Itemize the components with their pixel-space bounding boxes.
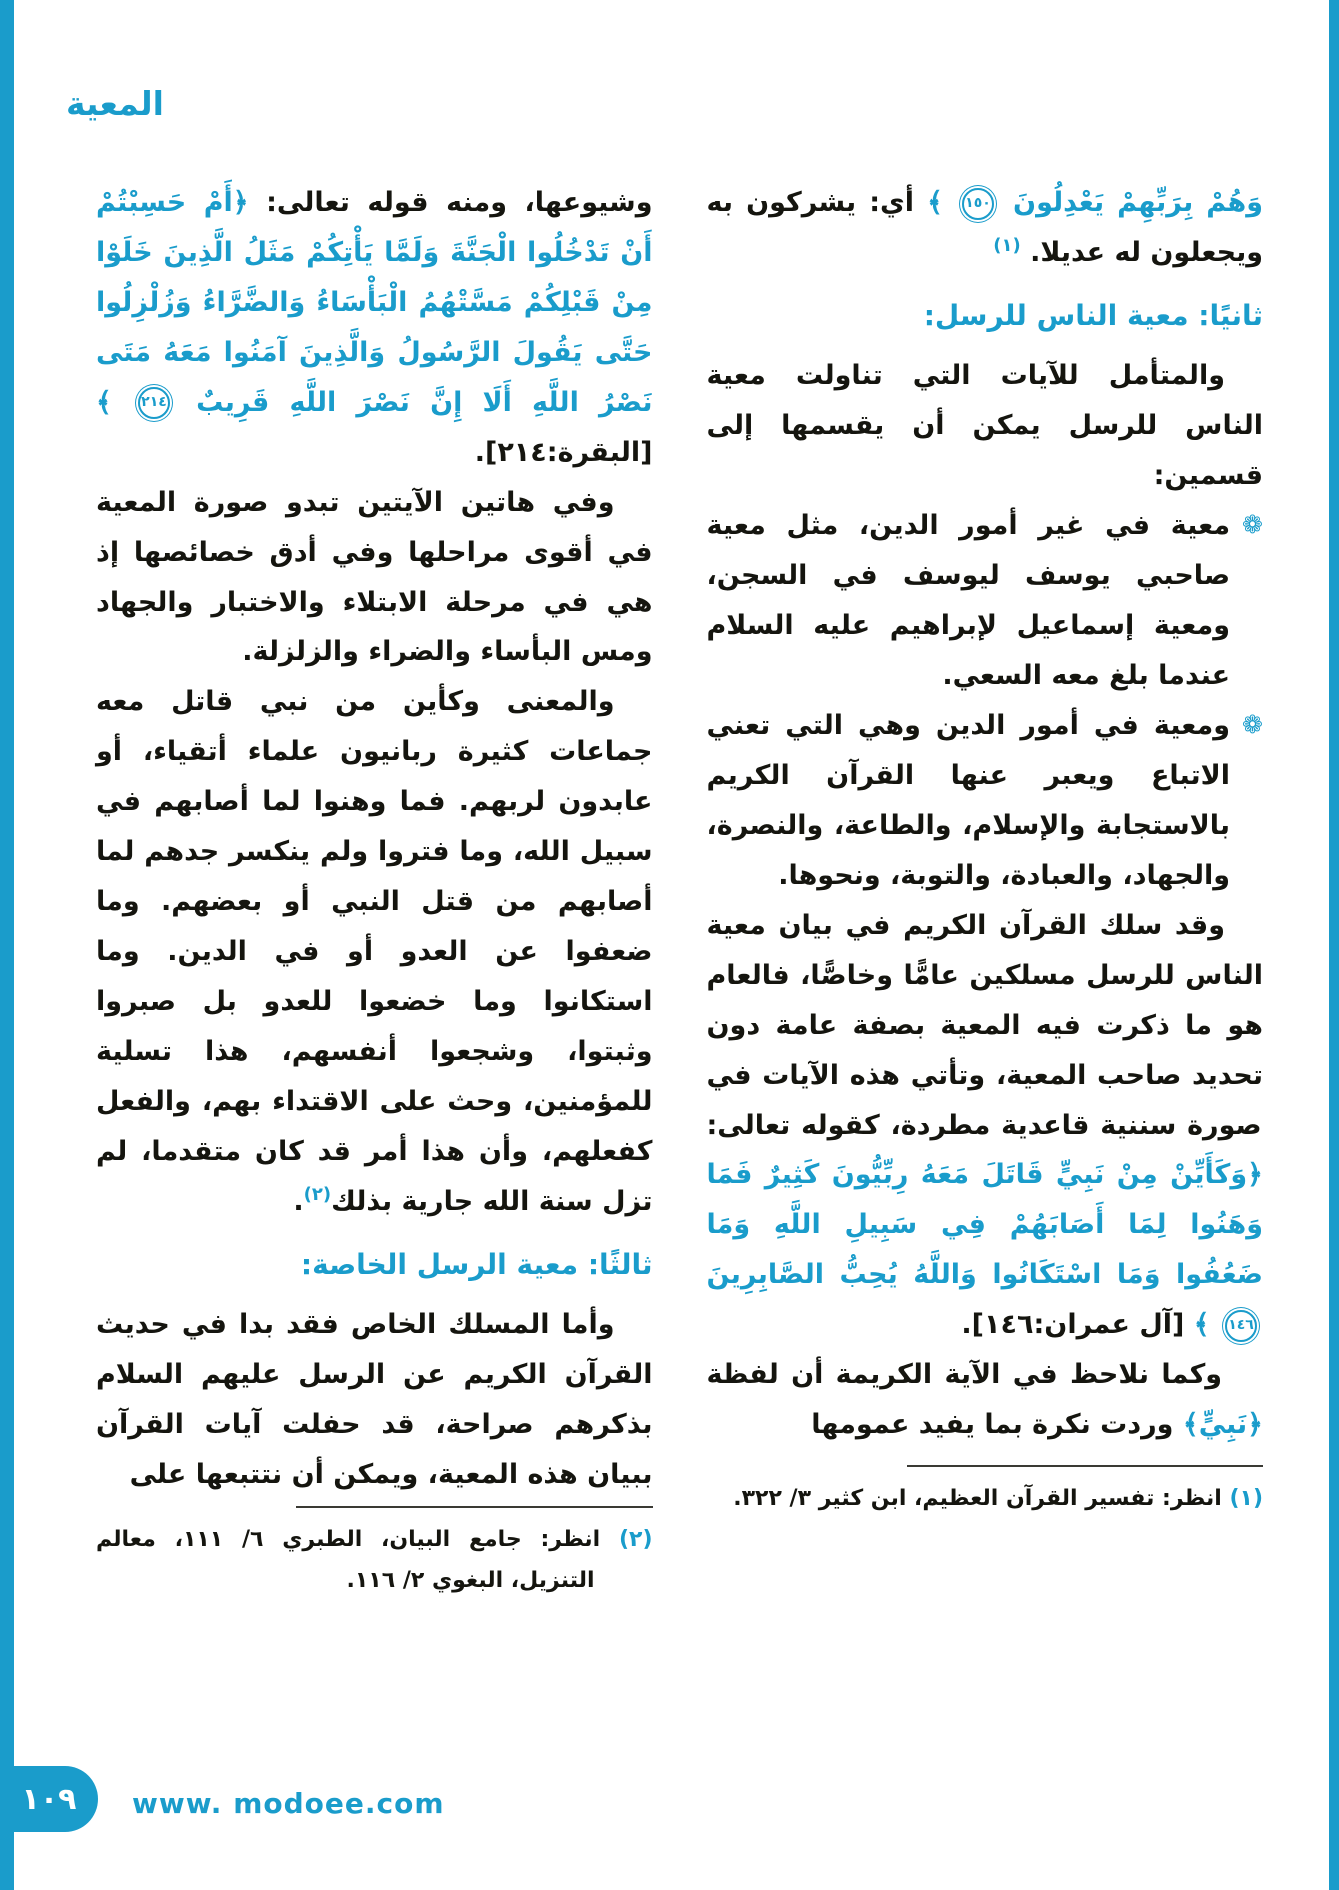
section-heading-second: ثانيًا: معية الناس للرسل:	[923, 298, 1263, 332]
right-border-bar	[1329, 0, 1339, 1890]
footnote-block	[707, 1459, 1264, 1520]
body-text: وكما نلاحظ في الآية الكريمة أن لفظة	[706, 1359, 1223, 1391]
list-item-text: ومعية في أمور الدين وهي التي تعني الاتباع ويعبر عنها القرآن الكريم بالاستجابة والإسلام، والطاعة، والنصرة، والجهاد، والعبادة، والتوبة، ونحوها.	[706, 710, 1231, 891]
footnote-separator	[296, 1506, 652, 1508]
list-item	[707, 701, 1264, 901]
flower-bullet-icon: ❁	[1242, 510, 1263, 540]
flower-bullet-icon: ❁	[1242, 710, 1263, 740]
section-heading-third: ثالثًا: معية الرسل الخاصة:	[300, 1247, 653, 1281]
footnote-reference: (١)	[993, 234, 1021, 256]
quran-word: ﴿نَبِيٍّ﴾	[1182, 1409, 1263, 1441]
paragraph: وأما المسلك الخاص فقد بدا في حديث القرآن الكريم عن الرسل عليهم السلام بذكرهم صراحة، قد حفلت آيات القرآن ببيان هذه المعية، ويمكن أن نتتبعها على	[96, 1309, 653, 1491]
publisher-website: www. modoee.com	[132, 1787, 445, 1820]
paragraph	[96, 677, 653, 1226]
ayah-number-badge: ١٤٦	[1225, 1310, 1257, 1342]
paragraph-with-verse	[707, 901, 1264, 1350]
quran-verse-text: ﴿وَكَأَيِّنْ مِنْ نَبِيٍّ قَاتَلَ مَعَهُ رِبِّيُّونَ كَثِيرٌ فَمَا وَهَنُوا لِمَا أَصَابَهُمْ فِي سَبِيلِ اللَّهِ وَمَا ضَعُفُوا وَمَا اسْتَكَانُوا وَاللَّهُ يُحِبُّ الصَّابِرِينَ	[706, 1159, 1263, 1291]
footnote-number: (١)	[1229, 1486, 1263, 1512]
column-right	[707, 178, 1264, 1520]
left-border-bar	[0, 0, 14, 1890]
list-item	[707, 501, 1264, 701]
page-number: ١٠٩	[21, 1781, 77, 1817]
verse-citation: [البقرة:٢١٤].	[474, 436, 653, 468]
list-item-text: معية في غير أمور الدين، مثل معية صاحبي يوسف ليوسف في السجن، ومعية إسماعيل لإبراهيم عليه السلام عندما بلغ معه السعي.	[706, 510, 1231, 692]
ayah-number-badge: ٢١٤	[138, 387, 170, 419]
paragraph: والمتأمل للآيات التي تناولت معية الناس للرسل يمكن أن يقسمها إلى قسمين:	[706, 360, 1263, 492]
paragraph: وفي هاتين الآيتين تبدو صورة المعية في أقوى مراحلها وفي أدق خصائصها إذ هي في مرحلة الابتلاء والاختبار والجهاد ومس البأساء والضراء والزلزلة.	[96, 486, 653, 668]
paragraph-verse-continuation	[707, 178, 1264, 278]
footnote-block	[96, 1500, 653, 1601]
footnote-separator	[907, 1465, 1263, 1467]
running-header-title: المعية	[66, 84, 164, 123]
quran-close-bracket: ﴾	[96, 386, 112, 418]
ayah-number-badge: ١٥٠	[962, 188, 994, 220]
body-text: .	[293, 1185, 304, 1217]
page-number-tab	[0, 1766, 98, 1832]
footnote-reference: (٢)	[303, 1183, 332, 1205]
footnote-line	[96, 1520, 653, 1601]
quran-verse-text: ﴿أَمْ حَسِبْتُمْ أَنْ تَدْخُلُوا الْجَنَّةَ وَلَمَّا يَأْتِكُمْ مَثَلُ الَّذِينَ خَلَوْا مِنْ قَبْلِكُمْ مَسَّتْهُمُ الْبَأْسَاءُ وَالضَّرَّاءُ وَزُلْزِلُوا حَتَّى يَقُولَ الرَّسُولُ وَالَّذِينَ آمَنُوا مَعَهُ مَتَى نَصْرُ اللَّهِ أَلَا إِنَّ نَصْرَ اللَّهِ قَرِيبٌ	[96, 187, 653, 418]
body-text: وردت نكرة بما يفيد عمومها	[811, 1409, 1174, 1441]
body-text: والمعنى وكأين من نبي قاتل معه جماعات كثيرة ربانيون علماء أتقياء، أو عابدون لربهم. فما وهنوا لما أصابهم في سبيل الله، وما فتروا ولم ينكسر جدهم لما أصابهم من قتل النبي أو بعضهم. وما ضعفوا عن العدو أو في الدين. وما استكانوا وما خضعوا للعدو بل صبروا وثبتوا، وشجعوا أنفسهم، هذا تسلية للمؤمنين، وحث على الاقتداء بهم، والفعل كفعلهم، وأن هذا أمر قد كان متقدما، لم تزل سنة الله جارية بذلك	[96, 686, 653, 1217]
body-text: وقد سلك القرآن الكريم في بيان معية الناس للرسل مسلكين عامًّا وخاصًّا، فالعام هو ما ذكرت فيه المعية بصفة عامة دون تحديد صاحب المعية، وتأتي هذه الآيات في صورة سننية قاعدية مطردة، كقوله تعالى:	[706, 909, 1263, 1141]
footnote-text: انظر: تفسير القرآن العظيم، ابن كثير ٣/ ٣٢٢.	[733, 1486, 1230, 1512]
body-text: أي: يشركون به ويجعلون له عديلا.	[706, 187, 1263, 268]
page-content	[96, 178, 1263, 1593]
quran-verse-text: وَهُمْ بِرَبِّهِمْ يَعْدِلُونَ	[1013, 187, 1263, 218]
paragraph	[707, 1350, 1264, 1450]
quran-close-bracket: ﴾	[1193, 1309, 1210, 1341]
column-left	[96, 178, 653, 1593]
verse-citation: [آل عمران:١٤٦].	[961, 1309, 1185, 1341]
footnote-text: انظر: جامع البيان، الطبري ٦/ ١١١، معالم التنزيل، البغوي ٢/ ١١٦.	[96, 1527, 619, 1593]
paragraph-with-verse	[96, 178, 653, 478]
quran-close-bracket: ﴾	[927, 187, 943, 218]
footnote-number: (٢)	[618, 1527, 653, 1553]
footnote-line	[707, 1479, 1264, 1520]
body-text: وشيوعها، ومنه قوله تعالى:	[248, 187, 653, 218]
